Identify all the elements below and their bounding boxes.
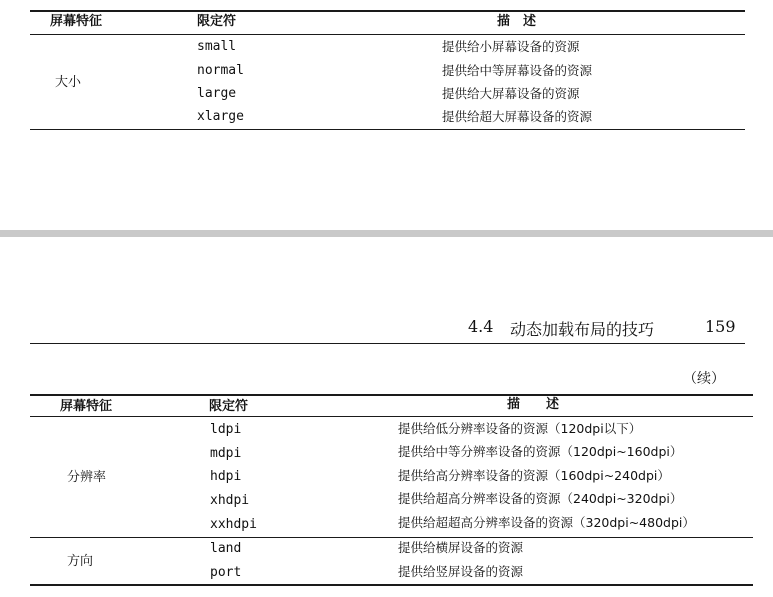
qualifier-cell: port bbox=[210, 565, 242, 580]
running-head-rule bbox=[30, 343, 745, 344]
description-cell: 提供给中等屏幕设备的资源 bbox=[442, 63, 593, 78]
top-table-top-rule bbox=[30, 10, 745, 12]
qualifier-cell: land bbox=[210, 541, 242, 556]
header-description: 描 述 bbox=[507, 397, 560, 412]
description-cell: 提供给中等分辨率设备的资源（120dpi~160dpi） bbox=[398, 444, 683, 459]
group-divider-rule bbox=[30, 537, 753, 538]
description-cell: 提供给小屏幕设备的资源 bbox=[442, 39, 580, 54]
group-label-orientation: 方向 bbox=[67, 554, 94, 569]
description-cell: 提供给超高分辨率设备的资源（240dpi~320dpi） bbox=[398, 491, 683, 506]
top-table-bottom-rule bbox=[30, 129, 745, 130]
qualifier-cell: xxhdpi bbox=[210, 517, 257, 532]
qualifier-cell: large bbox=[197, 86, 237, 101]
qualifier-cell: xlarge bbox=[197, 109, 244, 124]
qualifier-cell: hdpi bbox=[210, 469, 242, 484]
description-cell: 提供给大屏幕设备的资源 bbox=[442, 86, 580, 101]
qualifier-cell: xhdpi bbox=[210, 493, 250, 508]
bottom-table-top-rule bbox=[30, 394, 753, 396]
bottom-table-bottom-rule bbox=[30, 584, 753, 586]
description-cell: 提供给超超高分辨率设备的资源（320dpi~480dpi） bbox=[398, 515, 695, 530]
description-cell: 提供给横屏设备的资源 bbox=[398, 540, 524, 555]
page-separator bbox=[0, 230, 773, 237]
header-screen-feature: 屏幕特征 bbox=[50, 14, 103, 29]
qualifier-cell: ldpi bbox=[210, 422, 242, 437]
header-qualifier: 限定符 bbox=[197, 14, 237, 29]
description-cell: 提供给竖屏设备的资源 bbox=[398, 564, 524, 579]
page-number: 159 bbox=[705, 317, 736, 336]
bottom-table-header-rule bbox=[30, 416, 753, 417]
header-screen-feature: 屏幕特征 bbox=[60, 399, 113, 414]
section-title: 动态加载布局的技巧 bbox=[510, 320, 655, 339]
group-label-size: 大小 bbox=[55, 75, 82, 90]
header-description: 描 述 bbox=[497, 14, 537, 29]
description-cell: 提供给超大屏幕设备的资源 bbox=[442, 109, 593, 124]
header-qualifier: 限定符 bbox=[209, 399, 249, 414]
qualifier-cell: normal bbox=[197, 63, 244, 78]
group-label-resolution: 分辨率 bbox=[67, 470, 107, 485]
qualifier-cell: small bbox=[197, 39, 237, 54]
qualifier-cell: mdpi bbox=[210, 446, 242, 461]
section-number: 4.4 bbox=[468, 317, 494, 336]
description-cell: 提供给高分辨率设备的资源（160dpi~240dpi） bbox=[398, 468, 670, 483]
continued-label: （续） bbox=[683, 371, 725, 387]
top-table-header-rule bbox=[30, 34, 745, 35]
description-cell: 提供给低分辨率设备的资源（120dpi以下） bbox=[398, 421, 642, 436]
